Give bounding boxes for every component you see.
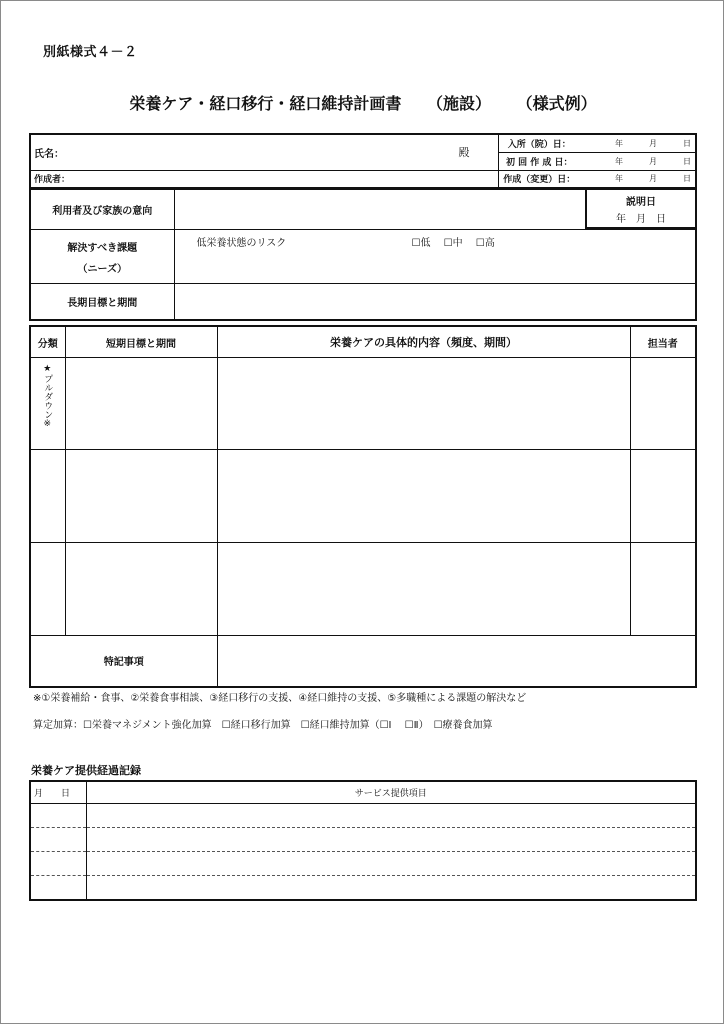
care-plan-table: [29, 325, 697, 688]
title-main: 栄養ケア・経口移行・経口維持計画書: [129, 94, 402, 113]
wishes-label: 利用者及び家族の意向: [30, 189, 174, 230]
title-example: （様式例）: [516, 94, 597, 113]
pulldown-note: ★プルダウン※: [42, 364, 53, 429]
risk-text: 低栄養状態のリスク: [196, 238, 287, 249]
care-record-table: [29, 780, 697, 901]
care-content-cell[interactable]: [217, 450, 630, 543]
needs-table: [29, 188, 697, 321]
record-title: 栄養ケア提供経過記録: [31, 764, 141, 777]
category-cell[interactable]: [30, 543, 65, 636]
record-service-cell[interactable]: [86, 852, 696, 876]
record-date-header: 月 日: [30, 781, 86, 804]
issue-field[interactable]: [174, 230, 696, 284]
record-date-cell[interactable]: [30, 852, 86, 876]
short-term-cell[interactable]: [65, 543, 217, 636]
record-service-cell[interactable]: [86, 828, 696, 852]
explain-date-label: 説明日: [626, 197, 656, 208]
date-label-updated: 作成（変更）日：: [498, 170, 580, 188]
record-date-cell[interactable]: [30, 828, 86, 852]
staff-cell[interactable]: [630, 543, 696, 636]
header-staff: 担当者: [630, 326, 696, 358]
record-service-cell[interactable]: [86, 876, 696, 901]
staff-cell[interactable]: [630, 450, 696, 543]
issue-label: [30, 230, 174, 284]
date-value-updated[interactable]: 年 月 日: [580, 170, 696, 188]
page-title: [1, 91, 724, 114]
special-notes-field[interactable]: [217, 636, 696, 687]
longterm-field[interactable]: [174, 284, 696, 320]
issue-label-line1: 解決すべき課題: [67, 242, 138, 254]
title-facility: （施設）: [426, 94, 491, 113]
date-value-admission[interactable]: 年 月 日: [580, 134, 696, 152]
care-content-cell[interactable]: [217, 358, 630, 450]
name-field[interactable]: [30, 134, 498, 170]
record-date-cell[interactable]: [30, 804, 86, 828]
record-service-header: サービス提供項目: [86, 781, 696, 804]
header-short-term: 短期目標と期間: [65, 326, 217, 358]
record-date-cell[interactable]: [30, 876, 86, 901]
issue-label-line2: （ニーズ）: [77, 263, 127, 275]
header-care-content: 栄養ケアの具体的内容（頻度、期間）: [217, 326, 630, 358]
category-cell[interactable]: [30, 358, 65, 450]
staff-cell[interactable]: [630, 358, 696, 450]
form-id: 別紙様式４－２: [43, 45, 138, 60]
date-label-first: 初 回 作 成 日：: [498, 152, 580, 170]
categories-note: ※①栄養補給・食事、②栄養食事相談、③経口移行の支援、④経口維持の支援、⑤多職種による課題の解決など: [33, 693, 527, 704]
short-term-cell[interactable]: [65, 358, 217, 450]
explain-date-value[interactable]: 年 月 日: [616, 214, 666, 225]
honorific: 殿: [458, 146, 470, 160]
risk-level-checkboxes[interactable]: ☐低 ☐中 ☐高: [411, 238, 495, 249]
explain-date-box: [585, 190, 695, 229]
additions-checkboxes[interactable]: 算定加算：☐栄養マネジメント強化加算 ☐経口移行加算 ☐経口維持加算（☐Ⅰ ☐Ⅱ） ☐療養食加算: [33, 720, 493, 731]
longterm-label: 長期目標と期間: [30, 284, 174, 320]
wishes-field[interactable]: [174, 189, 696, 230]
date-label-admission: 入所（院）日：: [498, 134, 580, 152]
author-field[interactable]: [30, 170, 498, 188]
date-value-first[interactable]: 年 月 日: [580, 152, 696, 170]
special-notes-label: 特記事項: [30, 636, 217, 687]
name-label: 氏名：: [34, 148, 64, 160]
care-content-cell[interactable]: [217, 543, 630, 636]
record-service-cell[interactable]: [86, 804, 696, 828]
short-term-cell[interactable]: [65, 450, 217, 543]
patient-info-table: [29, 133, 697, 189]
author-label: 作成者：: [34, 175, 71, 186]
header-category: 分類: [30, 326, 65, 358]
category-cell[interactable]: [30, 450, 65, 543]
